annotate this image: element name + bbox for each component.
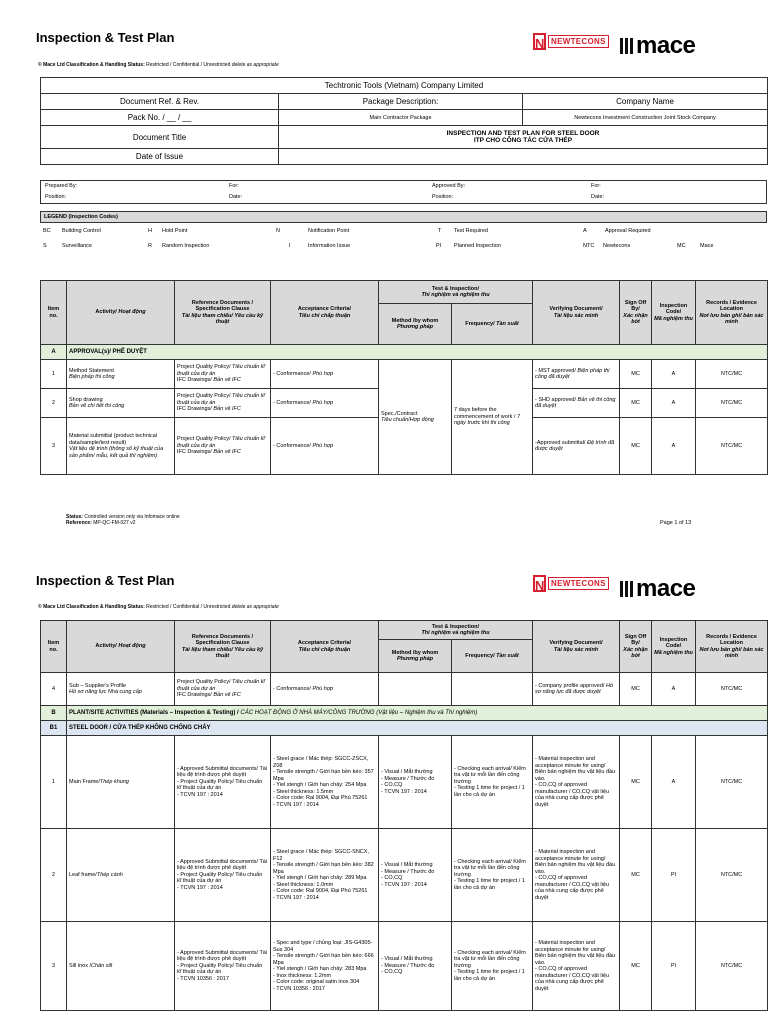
table-row: 4 Sub – Supplier's Profile Hồ sơ năng lực Nhà cung cấp Project Quality Policy/ Tiêu chuẩn kĩ thuật của dự án IFC Drawings/ Bản vẽ IFC - Conformance/ Phù hợp - Company profile approved/ Hồ sơ năng lực đã được duyệt MC A NTC/MC <box>41 673 768 706</box>
col-item: Item no. <box>41 621 67 673</box>
doc-title-label: Document Title <box>41 126 279 149</box>
classification-line: © Mace Ltd Classification & Handling Status: Restricted / Confidential / Unrestricted delete as appropriate <box>38 604 279 610</box>
mace-logo: mace <box>620 577 695 601</box>
section-a-row: A APPROVAL(s)/ PHÊ DUYỆT <box>41 345 768 360</box>
page-title: Inspection & Test Plan <box>36 30 175 45</box>
col-activity: Activity/ Hoạt động <box>67 621 175 673</box>
mace-logo: mace <box>620 34 695 58</box>
section-b-row: B PLANT/SITE ACTIVITIES (Materials – Inspection & Testing) / CÁC HOẠT ĐỘNG Ở NHÀ MÁY/CÔNG TRƯỜNG (Vật liệu – Nghiệm thu và Thí nghiệm) <box>41 706 768 721</box>
itp-table-page2 <box>40 620 768 1011</box>
legend-heading: LEGEND (Inspection Codes) <box>40 211 767 223</box>
col-reference: Reference Documents / Specification Clause Tài liệu tham chiếu/ Yêu cầu kỹ thuật <box>175 281 271 345</box>
footer-status: Status: Controlled version only via Infomace online Reference: MP-QC-FM-027 v2 <box>66 514 180 526</box>
newtecons-logo: N NEWTECONS <box>533 33 609 50</box>
table-row: 2 Shop drawing Bản vẽ chi tiết thi công Project Quality Policy/ Tiêu chuẩn kĩ thuật của dự án IFC Drawings/ Bản vẽ IFC - Conformance/ Phù hợp - SHD approved/ Bản vẽ thi công đã duyệt MC A NTC/MC <box>41 389 768 418</box>
col-frequency: Frequency/ Tần suất <box>452 640 533 673</box>
col-signoff: Sign Off By/ Xác nhận bởi <box>620 621 652 673</box>
frequency-merged: 7 days before the commencement of work / 7 ngày trước khi thi công <box>452 360 533 475</box>
date-label: Date of Issue <box>41 149 279 165</box>
col-frequency: Frequency/ Tần suất <box>452 304 533 345</box>
package-value: Main Contractor Package <box>279 110 523 126</box>
table-row: 3 Sill inox /Chân sill - Approved Submittal documents/ Tài liệu đệ trình được phê duyệt - Project Quality Policy/ Tiêu chuẩn kĩ thuật của dự án - TCVN 10356 : 2017 - Spec and type / chủng loại: JIS-G4305-Sus 304 - Tensile strength / Giới hạn bền kéo: 666 Mpa - Yiel stengh / Giới hạn chảy: 283 Mpa - Inox thickness: 1.2mm - Color code: original satin inox 304 - TCVN 10356 : 2017 - Visual / Mắt thường - Measure / Thước đo - CO,CQ - Checking each arrival/ Kiểm tra vật tư mỗi lần đến công trường - Testing 1 time for project / 1 lần cho cả dự án - Material inspection and acceptance minute for using/ Biên bản nghiệm thu vật liệu đầu vào. - CO,CQ of approved manufacturer / CO,CQ vật liệu của nhà cung cấp được phê duyệt MC PI NTC/MC <box>41 922 768 1011</box>
classification-line: © Mace Ltd Classification & Handling Status: Restricted / Confidential / Unrestricted delete as appropriate <box>38 62 279 68</box>
col-verifying: Verifying Document/ Tài liệu xác minh <box>533 281 620 345</box>
col-inspection-code: Inspection Code/ Mã nghiệm thu <box>652 281 696 345</box>
col-acceptance: Acceptance Criteria/ Tiêu chí chấp thuận <box>271 281 379 345</box>
col-item: Item no. <box>41 281 67 345</box>
col-method: Method /by whom Phương pháp <box>379 640 452 673</box>
col-reference: Reference Documents / Specification Clause Tài liệu tham chiếu/ Yêu cầu kỹ thuật <box>175 621 271 673</box>
col-records: Records / Evidence Location Nơi lưu bản ghi/ bản xác minh <box>696 621 768 673</box>
page-title: Inspection & Test Plan <box>36 573 175 588</box>
company-value: Newtecons Investment Construction Joint Stock Company <box>523 110 768 126</box>
date-value <box>279 149 768 165</box>
col-inspection-code: Inspection Code/ Mã nghiệm thu <box>652 621 696 673</box>
col-test-inspection: Test & Inspection/ Thí nghiệm và nghiệm thu <box>379 281 533 304</box>
col-records: Records / Evidence Location Nơi lưu bản ghi/ bản xác minh <box>696 281 768 345</box>
table-row: 3 Material submittal (product technical data/sample/test result) Vật liệu đệ trình (thông số kỹ thuật của sản phẩm/ mẫu, kết quả thí nghiệm) Project Quality Policy/ Tiêu chuẩn kĩ thuật của dự án IFC Drawings/ Bản vẽ IFC - Conformance/ Phù hợp -Approved submittal/ Đệ trình đã được duyệt MC A NTC/MC <box>41 418 768 475</box>
col-method: Method /by whom Phương pháp <box>379 304 452 345</box>
table-row: 1 Main Frame/Thép khung - Approved Submittal documents/ Tài liệu đệ trình được phê duyệt - Project Quality Policy/ Tiêu chuẩn kĩ thuật của dự án - TCVN 197 : 2014 - Steel grace / Mác thép: SGCC-ZSCX, Z08 - Tensile strength / Giới hạn bền kéo: 357 Mpa - Yiel stengh / Giới hạn chảy: 254 Mpa - Steel thickness: 1.5mm - Color code: Ral 9004, Đại Phú 75261 - TCVN 197 : 2014 - Visual / Mắt thường - Measure / Thước đo - CO,CQ - TCVN 197 : 2014 - Checking each arrival/ Kiểm tra vật tư mỗi lần đến công trường - Testing 1 time for project / 1 lần cho cả dự án - Material inspection and acceptance minute for using/ Biên bản nghiệm thu vật liệu đầu vào. - CO,CQ of approved manufacturer / CO,CQ vật liệu của nhà cung cấp được phê duyệt MC A NTC/MC <box>41 736 768 829</box>
newtecons-logo: N NEWTECONS <box>533 575 609 592</box>
col-signoff: Sign Off By/ Xác nhận bởi <box>620 281 652 345</box>
doc-ref-label: Document Ref. & Rev. <box>41 94 279 110</box>
itp-table-page1 <box>40 280 768 475</box>
table-row: 1 Method Statement Biện pháp thi công Project Quality Policy/ Tiêu chuẩn kĩ thuật của dự án IFC Drawings/ Bản vẽ IFC - Conformance/ Phù hợp Spec./Contract Tiêu chuẩn/Hợp đồng 7 days before the commencement of work / 7 ngày trước khi thi công - MST approved/ Biện pháp thi công đã duyệt MC A NTC/MC <box>41 360 768 389</box>
table-row: 2 Leaf frame/Thép cánh - Approved Submittal documents/ Tài liệu đệ trình được phê duyệt - Project Quality Policy/ Tiêu chuẩn kĩ thuật của dự án - TCVN 197 : 2014 - Steel grace / Mác thép: SGCC-SNCX, F12 - Tensile strength / Giới hạn bền kéo: 382 Mpa - Yiel stengh / Giới hạn chảy: 289 Mpa - Steel thickness: 1.0mm - Color code: Ral 9004, Đại Phú 75261 - TCVN 197 : 2014 - Visual / Mắt thường - Measure / Thước đo - CO,CQ - TCVN 197 : 2014 - Checking each arrival/ Kiểm tra vật tư mỗi lần đến công trường - Testing 1 time for project / 1 lần cho cả dự án - Material inspection and acceptance minute for using/ Biên bản nghiệm thu vật liệu đầu vào. - CO,CQ of approved manufacturer / CO,CQ vật liệu của nhà cung cấp được phê duyệt MC PI NTC/MC <box>41 829 768 922</box>
col-acceptance: Acceptance Criteria/ Tiêu chí chấp thuận <box>271 621 379 673</box>
col-test-inspection: Test & Inspection/ Thí nghiệm và nghiệm thu <box>379 621 533 640</box>
package-desc-label: Package Description: <box>279 94 523 110</box>
section-b1-row: B1 STEEL DOOR / CỬA THÉP KHÔNG CHỐNG CHÁY <box>41 721 768 736</box>
col-verifying: Verifying Document/ Tài liệu xác minh <box>533 621 620 673</box>
method-merged: Spec./Contract Tiêu chuẩn/Hợp đồng <box>379 360 452 475</box>
col-activity: Activity/ Hoạt động <box>67 281 175 345</box>
company-name-label: Company Name <box>523 94 768 110</box>
doc-title-value: INSPECTION AND TEST PLAN FOR STEEL DOOR ITP CHO CÔNG TÁC CỬA THÉP <box>279 126 768 149</box>
signoff-block: Prepared By: For: Approved By: For: Position: Date: Position: Date: <box>40 180 767 204</box>
company-heading: Techtronic Tools (Vietnam) Company Limited <box>41 78 768 94</box>
document-info-table <box>40 77 768 165</box>
pack-no: Pack No. / __ / __ <box>41 110 279 126</box>
page-number: Page 1 of 13 <box>660 520 692 526</box>
legend: BC Building Control H Hold Point N Notification Point T Test Required A Approval Required S Surveillance R Random Inspection I Information Issue PI Planned Inspection NTC Newtecons MC Mace <box>43 228 714 249</box>
